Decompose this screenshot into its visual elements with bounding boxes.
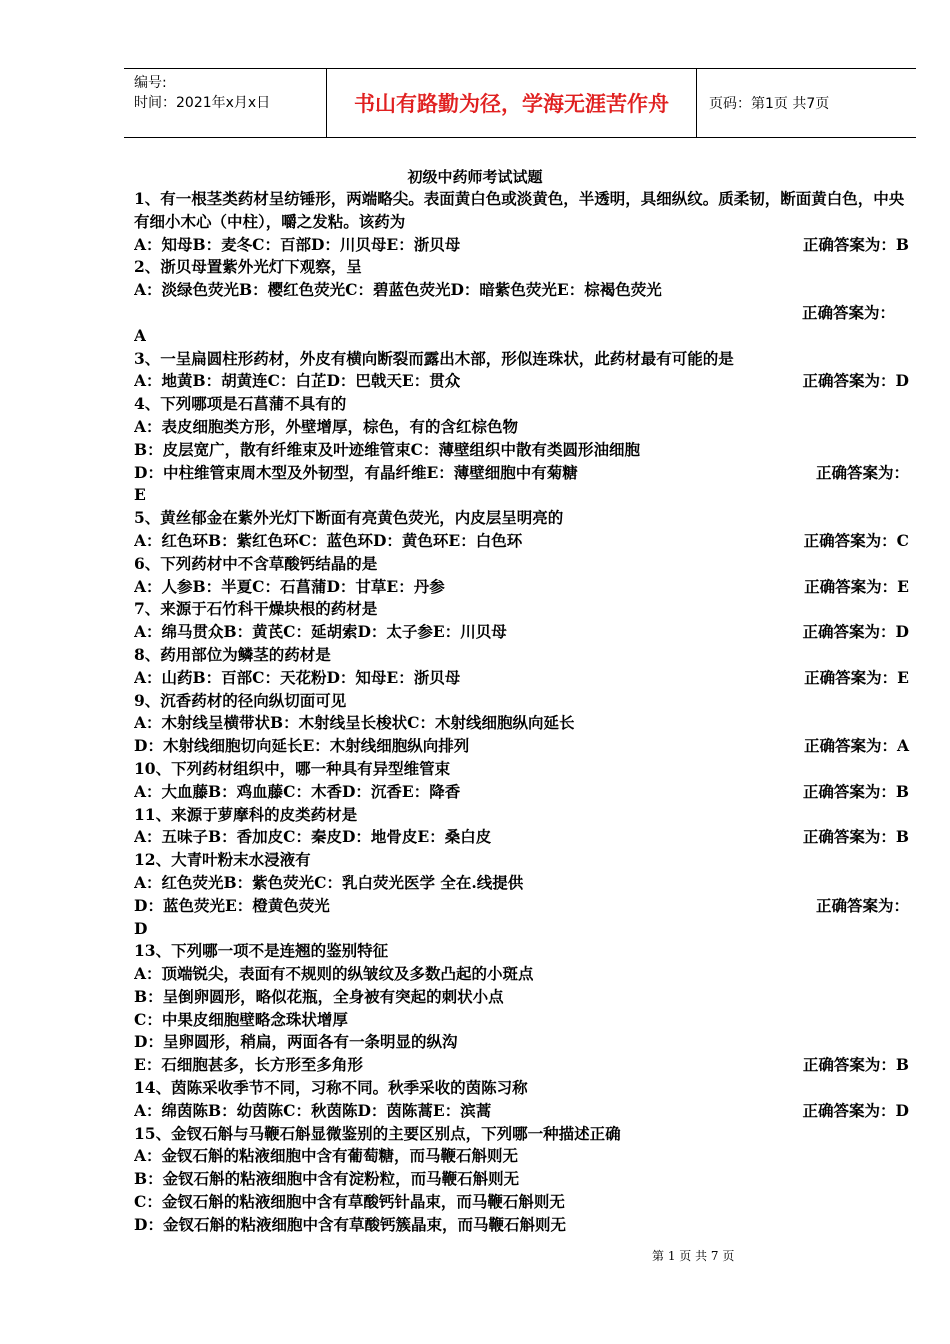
- answer-text: 正确答案为：B: [802, 234, 909, 254]
- line-text: A：红色环B：紫红色环C：蓝色环D：黄色环E：白色环: [134, 530, 523, 550]
- line-text: 6、下列药材中不含草酸钙结晶的是: [134, 553, 378, 573]
- text-line: [134, 234, 909, 257]
- line-text: A：地黄B：胡黄连C：白芷D：巴戟天E：贯众: [134, 371, 461, 391]
- answer-text: 正确答案为：A: [803, 736, 909, 756]
- text-line: [134, 826, 909, 849]
- line-text: D：木射线细胞切向延长E：木射线细胞纵向排列: [134, 736, 470, 756]
- line-text: 14、茵陈采收季节不同，习称不同。秋季采收的茵陈习称: [134, 1078, 528, 1098]
- text-line: [134, 598, 909, 621]
- line-text: 3、一呈扁圆柱形药材，外皮有横向断裂而露出木部，形似连珠状，此药材最有可能的是: [134, 348, 734, 368]
- answer-text: 正确答案为：D: [802, 1100, 909, 1120]
- text-line: [134, 1191, 909, 1214]
- line-text: D：呈卵圆形，稍扁，两面各有一条明显的纵沟: [134, 1032, 458, 1052]
- line-text: 1、有一根茎类药材呈纺锤形，两端略尖。表面黄白色或淡黄色，半透明，具细纵纹。质柔韧，断面黄白色，中央有细小木心（中柱），嚼之发粘。该药为: [134, 189, 905, 231]
- text-line: [134, 279, 909, 302]
- answer-text: 正确答案为：: [801, 302, 895, 322]
- text-line: [134, 1009, 909, 1032]
- text-line: [134, 188, 909, 234]
- text-line: [134, 712, 909, 735]
- answer-text: 正确答案为：: [815, 895, 909, 915]
- answer-text: 正确答案为：B: [802, 1055, 909, 1075]
- text-line: [134, 507, 909, 530]
- line-text: A：淡绿色荧光B：樱红色荧光C：碧蓝色荧光D：暗紫色荧光E：棕褐色荧光: [134, 280, 662, 300]
- text-line: [134, 1168, 909, 1191]
- line-text: A：五味子B：香加皮C：秦皮D：地骨皮E：桑白皮: [134, 827, 492, 847]
- line-text: 11、来源于萝摩科的皮类药材是: [134, 804, 358, 824]
- text-line: [134, 781, 909, 804]
- line-text: C：中果皮细胞壁略念珠状增厚: [134, 1009, 348, 1029]
- line-text: 15、金钗石斛与马鞭石斛显微鉴别的主要区别点，下列哪一种描述正确: [134, 1123, 621, 1143]
- text-line: [134, 667, 909, 690]
- line-text: E: [134, 485, 146, 505]
- line-text: 5、黄丝郁金在紫外光灯下断面有亮黄色荧光，内皮层呈明亮的: [134, 508, 564, 528]
- line-text: D：蓝色荧光E：橙黄色荧光: [134, 895, 330, 915]
- text-line: [134, 918, 909, 941]
- line-text: B：呈倒卵圆形，略似花瓶，全身被有突起的刺状小点: [134, 986, 504, 1006]
- text-line: [134, 1214, 909, 1237]
- text-line: [134, 439, 909, 462]
- text-line: [134, 644, 909, 667]
- line-text: D：金钗石斛的粘液细胞中含有草酸钙簇晶束，而马鞭石斛则无: [134, 1214, 566, 1234]
- text-line: [134, 1123, 909, 1146]
- line-text: A：木射线呈横带状B：木射线呈长梭状C：木射线细胞纵向延长: [134, 713, 575, 733]
- line-text: B：皮层宽广，散有纤维束及叶迹维管束C：薄壁组织中散有类圆形油细胞: [134, 439, 640, 459]
- text-line: [134, 302, 909, 325]
- text-line: [134, 963, 909, 986]
- text-line: [134, 553, 909, 576]
- line-text: 7、来源于石竹科干燥块根的药材是: [134, 599, 378, 619]
- line-text: 12、大青叶粉末水浸液有: [134, 850, 311, 870]
- line-text: A：顶端锐尖，表面有不规则的纵皱纹及多数凸起的小斑点: [134, 964, 534, 984]
- text-line: [134, 416, 909, 439]
- answer-text: 正确答案为：E: [804, 667, 909, 687]
- answer-text: 正确答案为：B: [802, 781, 909, 801]
- line-text: A：山药B：百部C：天花粉D：知母E：浙贝母: [134, 667, 461, 687]
- time-label: 时间：2021年x月x日: [134, 95, 271, 111]
- text-line: [134, 1077, 909, 1100]
- line-text: 13、下列哪一项不是连翘的鉴别特征: [134, 941, 389, 961]
- question-list: [134, 188, 909, 1237]
- answer-text: 正确答案为：C: [803, 530, 909, 550]
- line-text: A：红色荧光B：紫色荧光C：乳白荧光医学 全在.线提供: [134, 872, 524, 892]
- text-line: [134, 849, 909, 872]
- document-title: 初级中药师考试试题: [407, 168, 543, 186]
- line-text: A：绵马贯众B：黄芪C：延胡索D：太子参E：川贝母: [134, 622, 507, 642]
- text-line: [134, 325, 909, 348]
- text-line: [134, 1054, 909, 1077]
- text-line: [134, 940, 909, 963]
- text-line: [134, 576, 909, 599]
- line-text: D：中柱维管束周木型及外韧型，有晶纤维E：薄壁细胞中有菊糖: [134, 462, 578, 482]
- text-line: [134, 621, 909, 644]
- page-label: 页码：第1页 共7页: [709, 96, 830, 112]
- text-line: [134, 735, 909, 758]
- answer-text: 正确答案为：D: [802, 371, 909, 391]
- line-text: 4、下列哪项是石菖蒲不具有的: [134, 394, 347, 414]
- text-line: [134, 1100, 909, 1123]
- text-line: [134, 1145, 909, 1168]
- line-text: 2、浙贝母置紫外光灯下观察，呈: [134, 257, 362, 277]
- line-text: A: [134, 325, 147, 345]
- line-text: 9、沉香药材的径向纵切面可见: [134, 690, 347, 710]
- line-text: A：表皮细胞类方形，外壁增厚，棕色，有的含红棕色物: [134, 416, 519, 436]
- line-text: A：人参B：半夏C：石菖蒲D：甘草E：丹参: [134, 576, 445, 596]
- header-meta: [124, 69, 327, 137]
- line-text: C：金钗石斛的粘液细胞中含有草酸钙针晶束，而马鞭石斛则无: [134, 1192, 565, 1212]
- answer-text: 正确答案为：D: [802, 622, 909, 642]
- line-text: A：大血藤B：鸡血藤C：木香D：沉香E：降香: [134, 781, 461, 801]
- number-label: 编号:: [134, 75, 167, 91]
- text-line: [134, 986, 909, 1009]
- line-text: A：金钗石斛的粘液细胞中含有葡萄糖，而马鞭石斛则无: [134, 1146, 519, 1166]
- text-line: [134, 370, 909, 393]
- text-line: [134, 804, 909, 827]
- text-line: [134, 256, 909, 279]
- text-line: [134, 690, 909, 713]
- line-text: B：金钗石斛的粘液细胞中含有淀粉粒，而马鞭石斛则无: [134, 1169, 520, 1189]
- text-line: [134, 895, 909, 918]
- motto: 书山有路勤为径，学海无涯苦作舟: [327, 69, 697, 137]
- line-text: A：绵茵陈B：幼茵陈C：秋茵陈D：茵陈蒿E：滨蒿: [134, 1100, 492, 1120]
- answer-text: 正确答案为：E: [804, 576, 909, 596]
- text-line: [134, 462, 909, 485]
- text-line: [134, 872, 909, 895]
- text-line: [134, 484, 909, 507]
- line-text: D: [134, 918, 148, 938]
- text-line: [134, 393, 909, 416]
- answer-text: 正确答案为：B: [802, 827, 909, 847]
- line-text: E：石细胞甚多，长方形至多角形: [134, 1055, 363, 1075]
- page-footer: 第 1 页 共 7 页: [652, 1249, 735, 1263]
- text-line: [134, 1031, 909, 1054]
- page-header: [124, 68, 916, 138]
- line-text: A：知母B：麦冬C：百部D：川贝母E：浙贝母: [134, 234, 461, 254]
- line-text: 10、下列药材组织中，哪一种具有异型维管束: [134, 758, 451, 778]
- answer-text: 正确答案为：: [815, 462, 909, 482]
- line-text: 8、药用部位为鳞茎的药材是: [134, 644, 331, 664]
- text-line: [134, 530, 909, 553]
- text-line: [134, 758, 909, 781]
- text-line: [134, 348, 909, 371]
